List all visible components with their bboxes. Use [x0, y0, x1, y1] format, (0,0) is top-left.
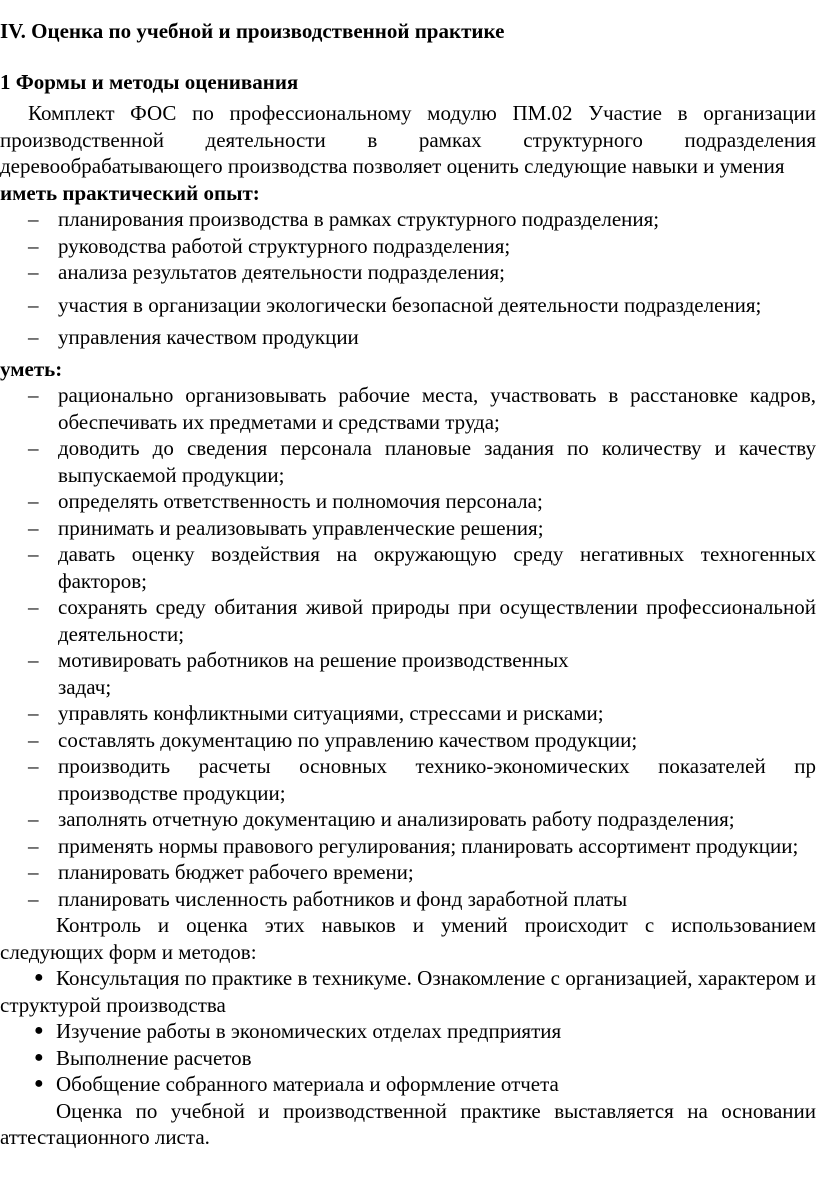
list-item: – заполнять отчетную документацию и анализировать работу подразделения;	[28, 807, 735, 831]
dash-marker: –	[28, 207, 39, 231]
list-item: ● Обобщение собранного материала и оформление отчета	[34, 1072, 559, 1096]
dash-marker: –	[28, 436, 39, 460]
list-item: – давать оценку воздействия на окружающую среду негативных техногенных факторов;	[28, 542, 816, 593]
section-title: IV. Оценка по учебной и производственной практике	[0, 19, 505, 43]
skills-list	[0, 382, 816, 912]
list-item: – планировать бюджет рабочего времени;	[28, 860, 414, 884]
bullet-marker: ●	[34, 1048, 44, 1066]
skills-heading: уметь:	[0, 356, 63, 381]
list-item: – составлять документацию по управлению качеством продукции;	[28, 727, 638, 752]
conclusion-paragraph: Оценка по учебной и производственной практике выставляется на основании аттестационного листа.	[0, 1098, 816, 1149]
list-item: – руководства работой структурного подразделения;	[28, 233, 511, 258]
dash-marker: –	[28, 807, 39, 831]
list-item: ● Консультация по практике в техникуме. Ознакомление с организацией, характером и структурой производства	[0, 966, 816, 1017]
experience-heading: иметь практический опыт:	[0, 180, 260, 205]
list-item: – участия в организации экологически безопасной деятельности подразделения;	[28, 292, 762, 317]
list-item: – управлять конфликтными ситуациями, стрессами и рисками;	[28, 701, 604, 725]
bullet-marker: ●	[34, 1075, 44, 1092]
dash-marker: –	[28, 383, 39, 407]
dash-marker: –	[28, 648, 39, 672]
list-item: – планирования производства в рамках структурного подразделения;	[28, 207, 660, 231]
list-item: ● Выполнение расчетов	[34, 1045, 252, 1070]
list-item: – управления качеством продукции	[28, 325, 359, 349]
dash-marker: –	[28, 754, 39, 778]
list-item: – анализа результатов деятельности подразделения;	[28, 260, 505, 284]
methods-list	[0, 965, 816, 1098]
dash-marker: –	[28, 292, 39, 317]
dash-marker: –	[28, 325, 39, 349]
dash-marker: –	[28, 833, 39, 858]
dash-marker: –	[28, 515, 39, 540]
dash-marker: –	[28, 542, 39, 566]
dash-marker: –	[28, 727, 39, 752]
bullet-marker: ●	[34, 969, 44, 986]
dash-marker: –	[28, 886, 39, 911]
dash-marker: –	[28, 233, 39, 258]
list-item: ● Изучение работы в экономических отделах предприятия	[34, 1019, 562, 1043]
dash-marker: –	[28, 260, 39, 284]
dash-marker: –	[28, 860, 39, 884]
experience-list	[0, 206, 816, 351]
list-item: – производить расчеты основных технико-экономических показателей пр производстве продукции;	[28, 754, 816, 805]
bullet-marker: ●	[34, 1022, 44, 1039]
dash-marker: –	[28, 595, 39, 619]
list-item: – планировать численность работников и фонд заработной платы	[28, 886, 628, 911]
dash-marker: –	[28, 701, 39, 725]
subsection-title: 1 Формы и методы оценивания	[0, 69, 299, 94]
control-paragraph: Контроль и оценка этих навыков и умений происходит с использованием следующих форм и методов:	[0, 913, 816, 964]
dash-marker: –	[28, 489, 39, 513]
list-item: – сохранять среду обитания живой природы при осуществлении профессиональной деятельности;	[28, 595, 816, 646]
list-item: – принимать и реализовывать управленческие решения;	[28, 515, 544, 540]
list-item: – применять нормы правового регулирования; планировать ассортимент продукции;	[28, 833, 799, 858]
list-item: – рационально организовывать рабочие места, участвовать в расстановке кадров, обеспечивать их предметами и средствами труда;	[28, 383, 816, 434]
list-item: – определять ответственность и полномочия персонала;	[28, 489, 543, 513]
intro-paragraph: Комплект ФОС по профессиональному модулю ПМ.02 Участие в организации производственной деятельности в рамках структурного подразделения деревообрабатывающего производства позволяет оценить следующие навыки и умения	[0, 101, 816, 178]
list-item: – доводить до сведения персонала плановые задания по количеству и качеству выпускаемой продукции;	[28, 436, 816, 487]
list-item: – мотивировать работников на решение производственных задач;	[28, 648, 569, 699]
